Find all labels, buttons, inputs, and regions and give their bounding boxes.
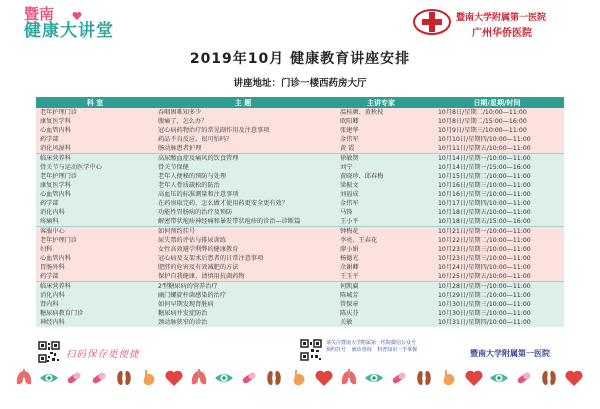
cell-department: 消化风湿科 bbox=[36, 144, 154, 154]
table-row bbox=[36, 108, 564, 117]
cell-topic: 冠心病及支架术后患者的日常注意事项 bbox=[154, 254, 332, 263]
qr-code-icon bbox=[38, 341, 60, 363]
table-row bbox=[36, 163, 564, 172]
table-row bbox=[36, 227, 564, 237]
cell-department: 疼痛科 bbox=[36, 217, 154, 227]
table-row bbox=[36, 245, 564, 254]
table-row bbox=[36, 300, 564, 309]
cell-speaker: 钟梅花 bbox=[332, 227, 430, 237]
logo-right-line1: 暨南大学附属第一医院 bbox=[456, 13, 547, 23]
cell-datetime: 10月18日/星期五/15:00—16:00 bbox=[430, 217, 564, 227]
cell-department: 心血管内科 bbox=[36, 126, 154, 135]
cell-topic: 药品不良反应，很可怕吗？ bbox=[154, 135, 332, 144]
lungs-icon bbox=[14, 368, 38, 392]
cell-topic: 保护自我健康，请慎用抗菌药物 bbox=[154, 272, 332, 282]
cell-speaker: 金伟军 bbox=[332, 199, 430, 208]
cell-datetime: 10月22日/星期二/10:00—11:00 bbox=[430, 236, 564, 245]
cell-speaker: 杨德光 bbox=[332, 254, 430, 263]
kidney-icon bbox=[414, 368, 438, 392]
cell-department: 康复医学科 bbox=[36, 117, 154, 126]
table-row bbox=[36, 190, 564, 199]
lungs-icon bbox=[339, 368, 363, 392]
logo-right-line2: 广州华侨医院 bbox=[472, 28, 532, 39]
hospital-emblem-icon bbox=[412, 8, 452, 40]
table-row bbox=[36, 172, 564, 181]
cell-speaker: 何凯赢 bbox=[332, 282, 430, 292]
cell-datetime: 10月24日/星期四/10:00—11:00 bbox=[430, 263, 564, 272]
kidney-icon bbox=[114, 368, 138, 392]
page-title: 2019年10月 健康教育讲座安排 bbox=[189, 51, 411, 67]
cell-speaker: 刘福成 bbox=[332, 190, 430, 199]
table-row bbox=[36, 208, 564, 217]
cell-topic: 老年人便秘的预防与处理 bbox=[154, 172, 332, 181]
cell-datetime: 10月28日/星期一/10:00—11:00 bbox=[430, 282, 564, 292]
wechat-qr-code-icon bbox=[300, 339, 322, 361]
heart-icon bbox=[564, 368, 588, 392]
header-speaker: 主讲专家 bbox=[332, 97, 430, 108]
cell-topic: 如何早期发现肾脏病 bbox=[154, 300, 332, 309]
table-row bbox=[36, 117, 564, 126]
cell-topic: 高血压的标准测量和注意事项 bbox=[154, 190, 332, 199]
cell-speaker: 陈庆芬 bbox=[332, 309, 430, 318]
lungs-icon bbox=[189, 368, 213, 392]
eye-icon bbox=[489, 368, 513, 392]
cell-department: 临床营养科 bbox=[36, 154, 154, 164]
eye-icon bbox=[214, 368, 238, 392]
cell-datetime: 10月21日/星期一/10:00—11:00 bbox=[430, 227, 564, 237]
cell-datetime: 10月31日/星期四/10:00—11:00 bbox=[430, 318, 564, 327]
cell-datetime: 10月30日/星期三/10:00—11:00 bbox=[430, 300, 564, 309]
cell-speaker: 王玉平 bbox=[332, 272, 430, 282]
kidney-icon bbox=[539, 368, 563, 392]
cell-datetime: 10月30日/星期三/10:00—11:00 bbox=[430, 309, 564, 318]
schedule-table bbox=[36, 97, 564, 327]
table-row bbox=[36, 263, 564, 272]
cell-department: 老年护理门诊 bbox=[36, 108, 154, 117]
cell-department: 肾内科 bbox=[36, 300, 154, 309]
cell-datetime: 10月8日/星期二/10:00—11:00 bbox=[430, 108, 564, 117]
cell-speaker: 关敏 bbox=[332, 318, 430, 327]
cell-datetime: 10月17日/星期四/10:00—11:00 bbox=[430, 199, 564, 208]
stomach-icon bbox=[289, 368, 313, 392]
heart-icon bbox=[314, 368, 338, 392]
table-header-row bbox=[36, 97, 564, 108]
cell-department: 药学部 bbox=[36, 135, 154, 144]
cell-department: 消化内科 bbox=[36, 291, 154, 300]
cell-datetime: 10月14日/星期一/10:00—11:00 bbox=[430, 154, 564, 164]
logo-left-line2: 健康大讲堂 bbox=[24, 21, 114, 41]
wechat-info bbox=[326, 340, 421, 354]
cell-datetime: 10月18日/星期五/10:00—11:00 bbox=[430, 208, 564, 217]
cell-datetime: 10月9日/星期三/10:00—11:00 bbox=[430, 126, 564, 135]
cell-topic: 2型糖尿病的营养治疗 bbox=[154, 282, 332, 292]
cell-department: 老年护理门诊 bbox=[36, 236, 154, 245]
cell-topic: 骨关节保健 bbox=[154, 163, 332, 172]
wechat-item-knowledge: 科普知识一手掌握 bbox=[377, 347, 418, 353]
kidney-icon bbox=[264, 368, 288, 392]
cell-topic: 冠心病药物治疗的常见副作用及注意事项 bbox=[154, 126, 332, 135]
cell-topic: 老年人骨质疏松的防治 bbox=[154, 181, 332, 190]
cell-topic: 肠动脉患者护理 bbox=[154, 144, 332, 154]
cell-department: 心血管内科 bbox=[36, 254, 154, 263]
cell-datetime: 10月11日/星期五/10:00—11:00 bbox=[430, 144, 564, 154]
cell-department: 客服中心 bbox=[36, 227, 154, 237]
pill-icon bbox=[239, 368, 263, 392]
cell-speaker: 马锋 bbox=[332, 208, 430, 217]
cell-speaker: 梁振文 bbox=[332, 181, 430, 190]
cell-speaker: 徐敏贤 bbox=[332, 154, 430, 164]
table-row bbox=[36, 154, 564, 164]
cell-datetime: 10月29日/星期二/10:00—11:00 bbox=[430, 291, 564, 300]
table-row bbox=[36, 217, 564, 227]
cell-datetime: 10月10日/星期四/10:00—11:00 bbox=[430, 135, 564, 144]
table-row bbox=[36, 282, 564, 292]
lecture-address: 讲座地址：门诊一楼西药房大厅 bbox=[233, 78, 367, 89]
cell-speaker: 张建华 bbox=[332, 126, 430, 135]
header-topic: 主 题 bbox=[154, 97, 332, 108]
table-row bbox=[36, 135, 564, 144]
cell-department: 康复医学科 bbox=[36, 181, 154, 190]
table-row bbox=[36, 236, 564, 245]
cell-topic: 颈动脉狭窄的诊治 bbox=[154, 318, 332, 327]
logo-left-line1: 暨南 bbox=[24, 5, 55, 23]
cell-speaker: 李亮、王春花 bbox=[332, 236, 430, 245]
table-row bbox=[36, 126, 564, 135]
header-datetime: 日期/星期/时间 bbox=[430, 97, 564, 108]
header bbox=[0, 0, 600, 50]
cell-department: 老年护理门诊 bbox=[36, 172, 154, 181]
pill-icon bbox=[389, 368, 413, 392]
wechat-item-register: 预约挂号 bbox=[326, 347, 347, 353]
table-row bbox=[36, 272, 564, 282]
table-row bbox=[36, 318, 564, 327]
cell-department: 骨关节与运动医学中心 bbox=[36, 163, 154, 172]
stomach-icon bbox=[439, 368, 463, 392]
scan-slogan: 扫码保存更便捷 bbox=[66, 349, 140, 360]
cell-topic: 吞咽困难知多少 bbox=[154, 108, 332, 117]
cell-speaker: 廖小娟 bbox=[332, 245, 430, 254]
pill-icon bbox=[89, 368, 113, 392]
cell-datetime: 10月23日/星期三/10:00—11:00 bbox=[430, 245, 564, 254]
cell-datetime: 10月14日/星期一/15:00—16:00 bbox=[430, 163, 564, 172]
cell-department: 药学部 bbox=[36, 199, 154, 208]
heart-icon bbox=[164, 368, 188, 392]
cell-department: 糖尿病教育门诊 bbox=[36, 309, 154, 318]
health-lecture-logo bbox=[14, 4, 144, 44]
cell-department: 心血管内科 bbox=[36, 190, 154, 199]
cell-speaker: 金伟军 bbox=[332, 135, 430, 144]
cell-topic: 尿失禁的评估与排尿训练 bbox=[154, 236, 332, 245]
cell-speaker: 黄 霞 bbox=[332, 144, 430, 154]
cell-speaker: 余谢卿 bbox=[332, 263, 430, 272]
pill-icon bbox=[514, 368, 538, 392]
cell-department: 神经内科 bbox=[36, 318, 154, 327]
cell-topic: 解密带状疱疹神经痛和暴发带状疱疹的诊治—诊断篇 bbox=[154, 217, 332, 227]
cell-department: 临床营养科 bbox=[36, 282, 154, 292]
eye-icon bbox=[39, 368, 63, 392]
hospital-name: 暨南大学附属第一医院 bbox=[470, 349, 550, 358]
table-row bbox=[36, 181, 564, 190]
cell-datetime: 10月15日/星期二/10:00—11:00 bbox=[430, 172, 564, 181]
cell-datetime: 10月23日/星期三/10:00—11:00 bbox=[430, 254, 564, 263]
cell-topic: 糖尿病并发症防治 bbox=[154, 309, 332, 318]
cell-speaker: 黄晓珍、邱春梅 bbox=[332, 172, 430, 181]
table-row bbox=[36, 309, 564, 318]
cell-topic: 高尿酸血症及痛风的饮食管理 bbox=[154, 154, 332, 164]
hospital-logo bbox=[412, 8, 590, 48]
eye-icon bbox=[364, 368, 388, 392]
cell-department: 妇科 bbox=[36, 245, 154, 254]
heart-icon bbox=[464, 368, 488, 392]
table-row bbox=[36, 254, 564, 263]
cell-speaker: 管保章 bbox=[332, 300, 430, 309]
organ-icon-strip bbox=[14, 368, 586, 398]
stomach-icon bbox=[139, 368, 163, 392]
cell-speaker: 刘宁 bbox=[332, 163, 430, 172]
table-row bbox=[36, 199, 564, 208]
cell-topic: 女性高效避孕利弊的健康教育 bbox=[154, 245, 332, 254]
cell-speaker: 温桂颜、黄秋枝 bbox=[332, 108, 430, 117]
cell-topic: 肥胖的危害及有效减肥的方法 bbox=[154, 263, 332, 272]
cell-department: 消化内科 bbox=[36, 208, 154, 217]
cell-department: 药学部 bbox=[36, 272, 154, 282]
cell-datetime: 10月16日/星期三/10:00—11:00 bbox=[430, 190, 564, 199]
cell-speaker: 王小平 bbox=[332, 217, 430, 227]
cell-topic: 如何预约挂号 bbox=[154, 227, 332, 237]
table-row bbox=[36, 291, 564, 300]
cell-topic: 功能性胃肠病的治疗及预防 bbox=[154, 208, 332, 217]
wechat-title: 请关注暨南大学附属第一医院微信公众号 bbox=[326, 340, 417, 346]
cell-speaker: 欧阳卿 bbox=[332, 117, 430, 126]
cell-topic: 幽门螺旋杆菌感染的治疗 bbox=[154, 291, 332, 300]
cell-topic: 在药房取完药，怎么做才使用药更安全更有效？ bbox=[154, 199, 332, 208]
cell-speaker: 陈城芳 bbox=[332, 291, 430, 300]
header-department: 科 室 bbox=[36, 97, 154, 108]
cell-topic: 腹痛了，怎么办？ bbox=[154, 117, 332, 126]
cell-department: 胃肠外科 bbox=[36, 263, 154, 272]
table-row bbox=[36, 144, 564, 154]
wechat-item-query: 就诊查询 bbox=[351, 347, 372, 353]
cell-datetime: 10月16日/星期三/10:00—11:00 bbox=[430, 181, 564, 190]
cell-datetime: 10月8日/星期二/15:00—16:00 bbox=[430, 117, 564, 126]
cell-datetime: 10月25日/星期五/10:00—11:00 bbox=[430, 272, 564, 282]
pill-icon bbox=[64, 368, 88, 392]
